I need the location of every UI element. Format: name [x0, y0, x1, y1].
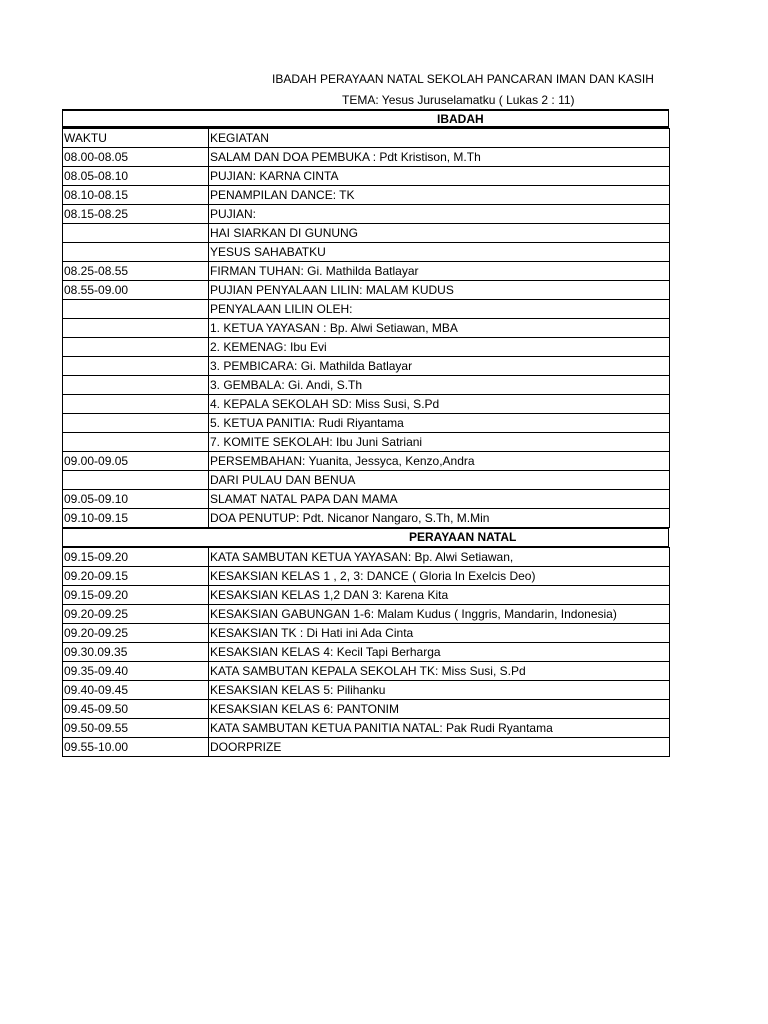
waktu-cell: 09.45-09.50	[63, 700, 209, 719]
ibadah-table-body	[63, 129, 670, 528]
table-row	[63, 643, 670, 662]
waktu-cell: 08.10-08.15	[63, 186, 209, 205]
kegiatan-cell: KESAKSIAN KELAS 5: Pilihanku	[209, 681, 670, 700]
table-row	[63, 338, 670, 357]
waktu-cell: 09.05-09.10	[63, 490, 209, 509]
table-row	[63, 567, 670, 586]
waktu-cell: 08.15-08.25	[63, 205, 209, 224]
table-row	[63, 586, 670, 605]
table-row	[63, 186, 670, 205]
kegiatan-cell: PUJIAN PENYALAAN LILIN: MALAM KUDUS	[209, 281, 670, 300]
waktu-cell: 09.50-09.55	[63, 719, 209, 738]
kegiatan-cell: PUJIAN:	[209, 205, 670, 224]
waktu-cell: 09.35-09.40	[63, 662, 209, 681]
section-title-perayaan-natal: PERAYAAN NATAL	[409, 530, 517, 544]
table-row	[63, 319, 670, 338]
table-row	[63, 681, 670, 700]
kegiatan-cell: KATA SAMBUTAN KEPALA SEKOLAH TK: Miss Susi, S.Pd	[209, 662, 670, 681]
kegiatan-cell: 4. KEPALA SEKOLAH SD: Miss Susi, S.Pd	[209, 395, 670, 414]
table-row	[63, 395, 670, 414]
waktu-cell: 09.15-09.20	[63, 586, 209, 605]
kegiatan-cell: KESAKSIAN KELAS 1 , 2, 3: DANCE ( Gloria In Exelcis Deo)	[209, 567, 670, 586]
table-row	[63, 490, 670, 509]
waktu-cell: 09.20-09.25	[63, 624, 209, 643]
table-header-row	[63, 129, 670, 148]
waktu-cell: 08.00-08.05	[63, 148, 209, 167]
kegiatan-cell: SLAMAT NATAL PAPA DAN MAMA	[209, 490, 670, 509]
table-row	[63, 262, 670, 281]
kegiatan-cell: 1. KETUA YAYASAN : Bp. Alwi Setiawan, MBA	[209, 319, 670, 338]
perayaan-table	[62, 547, 670, 757]
waktu-cell: 09.00-09.05	[63, 452, 209, 471]
waktu-cell	[63, 357, 209, 376]
kegiatan-cell: KESAKSIAN KELAS 4: Kecil Tapi Berharga	[209, 643, 670, 662]
table-row	[63, 662, 670, 681]
table-row	[63, 243, 670, 262]
kegiatan-cell: PERSEMBAHAN: Yuanita, Jessyca, Kenzo,Andra	[209, 452, 670, 471]
waktu-cell: 09.20-09.15	[63, 567, 209, 586]
kegiatan-cell: FIRMAN TUHAN: Gi. Mathilda Batlayar	[209, 262, 670, 281]
table-row	[63, 414, 670, 433]
kegiatan-cell: KATA SAMBUTAN KETUA YAYASAN: Bp. Alwi Setiawan,	[209, 548, 670, 567]
kegiatan-cell: KESAKSIAN GABUNGAN 1-6: Malam Kudus ( Inggris, Mandarin, Indonesia)	[209, 605, 670, 624]
kegiatan-cell: PENAMPILAN DANCE: TK	[209, 186, 670, 205]
waktu-cell	[63, 243, 209, 262]
table-row	[63, 357, 670, 376]
column-header-kegiatan: KEGIATAN	[209, 129, 670, 148]
kegiatan-cell: YESUS SAHABATKU	[209, 243, 670, 262]
waktu-cell	[63, 300, 209, 319]
waktu-cell	[63, 395, 209, 414]
table-row	[63, 281, 670, 300]
kegiatan-cell: 3. PEMBICARA: Gi. Mathilda Batlayar	[209, 357, 670, 376]
table-row	[63, 167, 670, 186]
waktu-cell	[63, 433, 209, 452]
section-title-ibadah: IBADAH	[437, 112, 484, 126]
kegiatan-cell: DARI PULAU DAN BENUA	[209, 471, 670, 490]
waktu-cell	[63, 319, 209, 338]
table-row	[63, 452, 670, 471]
document-theme-text: TEMA: Yesus Juruselamatku ( Lukas 2 : 11)	[342, 93, 575, 107]
kegiatan-cell: 7. KOMITE SEKOLAH: Ibu Juni Satriani	[209, 433, 670, 452]
kegiatan-cell: KESAKSIAN TK : Di Hati ini Ada Cinta	[209, 624, 670, 643]
section-header-ibadah	[62, 109, 669, 128]
waktu-cell: 08.25-08.55	[63, 262, 209, 281]
kegiatan-cell: KATA SAMBUTAN KETUA PANITIA NATAL: Pak Rudi Ryantama	[209, 719, 670, 738]
table-row	[63, 433, 670, 452]
table-row	[63, 700, 670, 719]
table-row	[63, 738, 670, 757]
table-row	[63, 205, 670, 224]
kegiatan-cell: KESAKSIAN KELAS 6: PANTONIM	[209, 700, 670, 719]
waktu-cell	[63, 338, 209, 357]
table-row	[63, 148, 670, 167]
kegiatan-cell: 2. KEMENAG: Ibu Evi	[209, 338, 670, 357]
kegiatan-cell: DOORPRIZE	[209, 738, 670, 757]
section-header-perayaan-natal	[62, 528, 669, 547]
table-row	[63, 624, 670, 643]
table-row	[63, 605, 670, 624]
table-row	[63, 300, 670, 319]
waktu-cell: 09.30.09.35	[63, 643, 209, 662]
table-row	[63, 224, 670, 243]
perayaan-table-body	[63, 548, 670, 757]
kegiatan-cell: PUJIAN: KARNA CINTA	[209, 167, 670, 186]
waktu-cell: 09.10-09.15	[63, 509, 209, 528]
waktu-cell: 08.05-08.10	[63, 167, 209, 186]
waktu-cell	[63, 471, 209, 490]
table-row	[63, 548, 670, 567]
waktu-cell	[63, 224, 209, 243]
waktu-cell	[63, 414, 209, 433]
table-row	[63, 719, 670, 738]
waktu-cell: 09.55-10.00	[63, 738, 209, 757]
table-row	[63, 471, 670, 490]
ibadah-table	[62, 128, 670, 528]
column-header-waktu: WAKTU	[63, 129, 209, 148]
schedule-sheet	[62, 109, 669, 757]
waktu-cell	[63, 376, 209, 395]
kegiatan-cell: HAI SIARKAN DI GUNUNG	[209, 224, 670, 243]
kegiatan-cell: PENYALAAN LILIN OLEH:	[209, 300, 670, 319]
table-row	[63, 509, 670, 528]
waktu-cell: 09.20-09.25	[63, 605, 209, 624]
kegiatan-cell: SALAM DAN DOA PEMBUKA : Pdt Kristison, M.Th	[209, 148, 670, 167]
waktu-cell: 09.15-09.20	[63, 548, 209, 567]
document-title-text: IBADAH PERAYAAN NATAL SEKOLAH PANCARAN IMAN DAN KASIH	[272, 72, 654, 86]
kegiatan-cell: DOA PENUTUP: Pdt. Nicanor Nangaro, S.Th, M.Min	[209, 509, 670, 528]
kegiatan-cell: KESAKSIAN KELAS 1,2 DAN 3: Karena Kita	[209, 586, 670, 605]
kegiatan-cell: 3. GEMBALA: Gi. Andi, S.Th	[209, 376, 670, 395]
waktu-cell: 09.40-09.45	[63, 681, 209, 700]
table-row	[63, 376, 670, 395]
kegiatan-cell: 5. KETUA PANITIA: Rudi Riyantama	[209, 414, 670, 433]
waktu-cell: 08.55-09.00	[63, 281, 209, 300]
